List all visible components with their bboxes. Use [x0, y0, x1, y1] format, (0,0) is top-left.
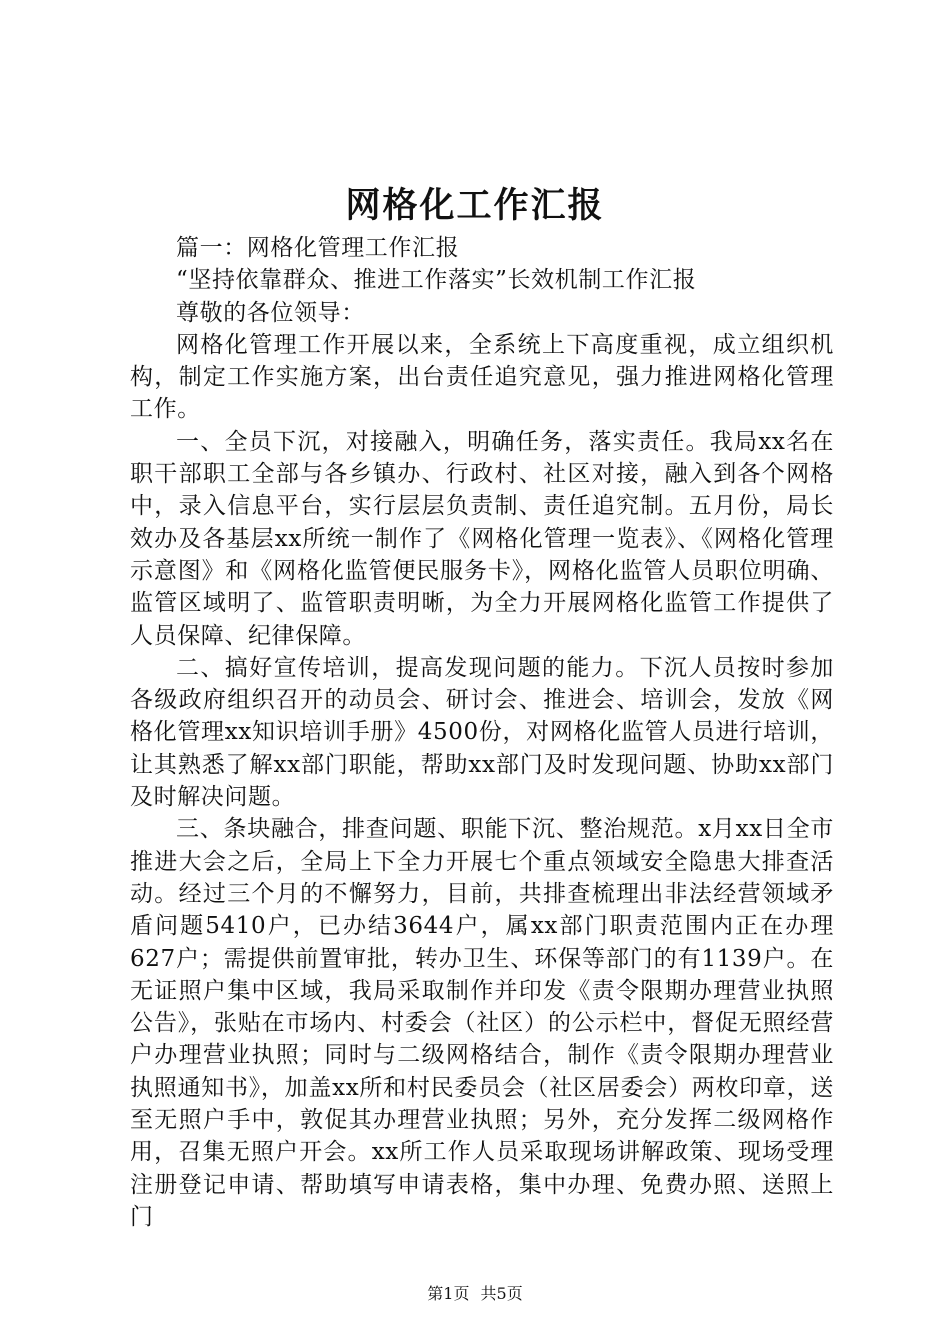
paragraph-section-1: 一、全员下沉，对接融入，明确任务，落实责任。我局xx名在职干部职工全部与各乡镇办、行政村、社区对接，融入到各个网格中，录入信息平台，实行层层负责制、责任追究制。五月份，局长效办及各基层xx所统一制作了《网格化管理一览表》、《网格化管理示意图》和《网格化监管便民服务卡》，网格化监管人员职位明确、监管区域明了、监管职责明晰，为全力开展网格化监管工作提供了人员保障、纪律保障。 — [130, 428, 834, 649]
document-title: 网格化工作汇报 — [345, 185, 605, 226]
paragraph-intro: 网格化管理工作开展以来，全系统上下高度重视，成立组织机构，制定工作实施方案，出台责任追究意见，强力推进网格化管理工作。 — [130, 331, 834, 423]
page-footer: 第1页 共5页 — [427, 1284, 523, 1303]
paragraph-report-heading: “坚持依靠群众、推进工作落实”长效机制工作汇报 — [176, 267, 697, 294]
document-body — [130, 232, 834, 1233]
paragraph-section-3: 三、条块融合，排查问题、职能下沉、整治规范。x月xx日全市推进大会之后，全局上下全力开展七个重点领域安全隐患大排查活动。经过三个月的不懈努力，目前，共排查梳理出非法经营领域矛盾问题5410户，已办结3644户，属xx部门职责范围内正在办理627户；需提供前置审批，转办卫生、环保等部门的有1139户。在无证照户集中区域，我局采取制作并印发《责令限期办理营业执照公告》，张贴在市场内、村委会（社区）的公示栏中，督促无照经营户办理营业执照；同时与二级网格结合，制作《责令限期办理营业执照通知书》，加盖xx所和村民委员会（社区居委会）两枚印章，送至无照户手中，敦促其办理营业执照；另外，充分发挥二级网格作用，召集无照户开会。xx所工作人员采取现场讲解政策、现场受理注册登记申请、帮助填写申请表格，集中办理、免费办照、送照上门 — [130, 816, 834, 1230]
paragraph-section-2: 二、搞好宣传培训，提高发现问题的能力。下沉人员按时参加各级政府组织召开的动员会、研讨会、推进会、培训会，发放《网格化管理xx知识培训手册》4500份，对网格化监管人员进行培训，让其熟悉了解xx部门职能，帮助xx部门及时发现问题、协助xx部门及时解决问题。 — [130, 654, 834, 811]
paragraph-salutation: 尊敬的各位领导： — [176, 299, 365, 326]
paragraph-subtitle: 篇一：网格化管理工作汇报 — [176, 235, 460, 261]
